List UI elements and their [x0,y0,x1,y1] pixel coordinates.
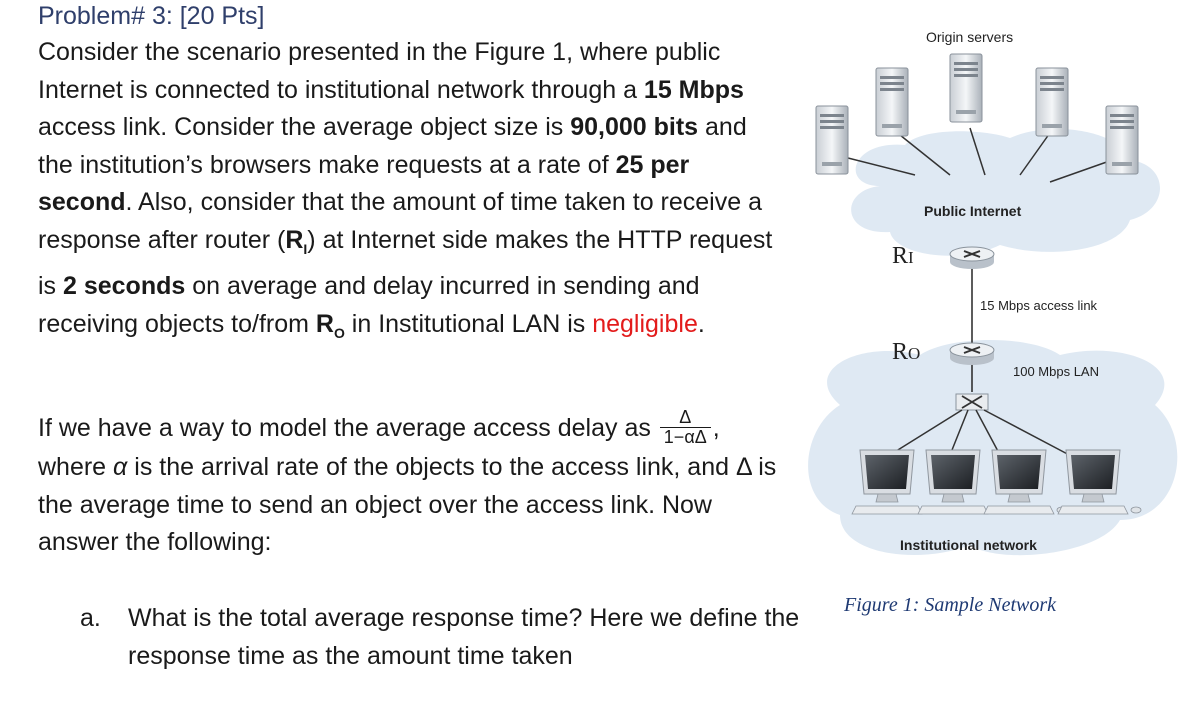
network-diagram [800,10,1195,580]
bold-request-rate: 25 per second [38,150,690,216]
router-letter: R [285,225,304,254]
question-marker: a. [80,604,101,632]
text-run: ) at Internet side makes the HTTP request is [38,225,773,300]
lan-label: 100 Mbps LAN [1013,364,1099,379]
access-link-label: 15 Mbps access link [980,298,1098,313]
text-run: and the institution’s browsers make requests at a rate of [38,113,747,179]
router-subscript: O [333,324,345,341]
router-subscript: I [303,240,308,257]
bold-bandwidth: 15 Mbps [643,75,744,104]
server-icon [950,54,982,122]
ro-label: RO [892,339,921,365]
problem-paragraph-1 [38,34,778,352]
ri-label: RI [892,243,914,269]
text-run: . Also, consider that the amount of time taken to receive a response after router ( [38,188,762,254]
bold-delay: 2 seconds [63,272,186,300]
text-run: on average and delay incurred in sending and receiving objects to/from [38,272,700,338]
question-text: What is the total average response time? Here we define the response time as the amount time taken [128,604,800,670]
text-run: , where [38,414,720,481]
figure-caption: Figure 1: Sample Network [844,594,1057,616]
text-run: in Institutional LAN is [344,309,593,338]
institutional-network-label: Institutional network [900,537,1037,553]
bold-object-size: 90,000 bits [570,113,699,141]
bold-router-ro [315,309,345,341]
server-icon [876,68,908,136]
origin-servers-label: Origin servers [926,29,1014,45]
server-icon [1106,106,1138,174]
highlight-negligible: negligible [592,309,698,338]
bold-router-ri [285,225,308,257]
router-letter: R [315,309,334,338]
question-a [80,600,800,675]
server-icon [1036,68,1068,136]
text-run: If we have a way to model the average access delay as [38,414,658,443]
text-run: access link. Consider the average object size is [38,113,571,141]
router-ro-icon [950,343,994,365]
text-run: is the arrival rate of the objects to the access link, and Δ is the average time to send an object over the access link. Now answer the following: [38,453,777,556]
router-ri-icon [950,247,994,269]
switch-icon [956,394,988,410]
problem-title: Problem# 3: [20 Pts] [38,2,265,30]
fraction-numerator: Δ [679,407,692,427]
fraction-denominator: 1−αΔ [660,427,711,447]
public-internet-label: Public Internet [924,203,1022,219]
problem-paragraph-2 [38,407,778,562]
text-run: . [697,309,705,338]
alpha-symbol: α [113,453,128,481]
server-icon [816,106,848,174]
text-run: Consider the scenario presented in the Figure 1, where public Internet is connected to institutional network through a [38,38,721,104]
delay-fraction [660,408,711,447]
institutional-cloud [808,340,1177,555]
